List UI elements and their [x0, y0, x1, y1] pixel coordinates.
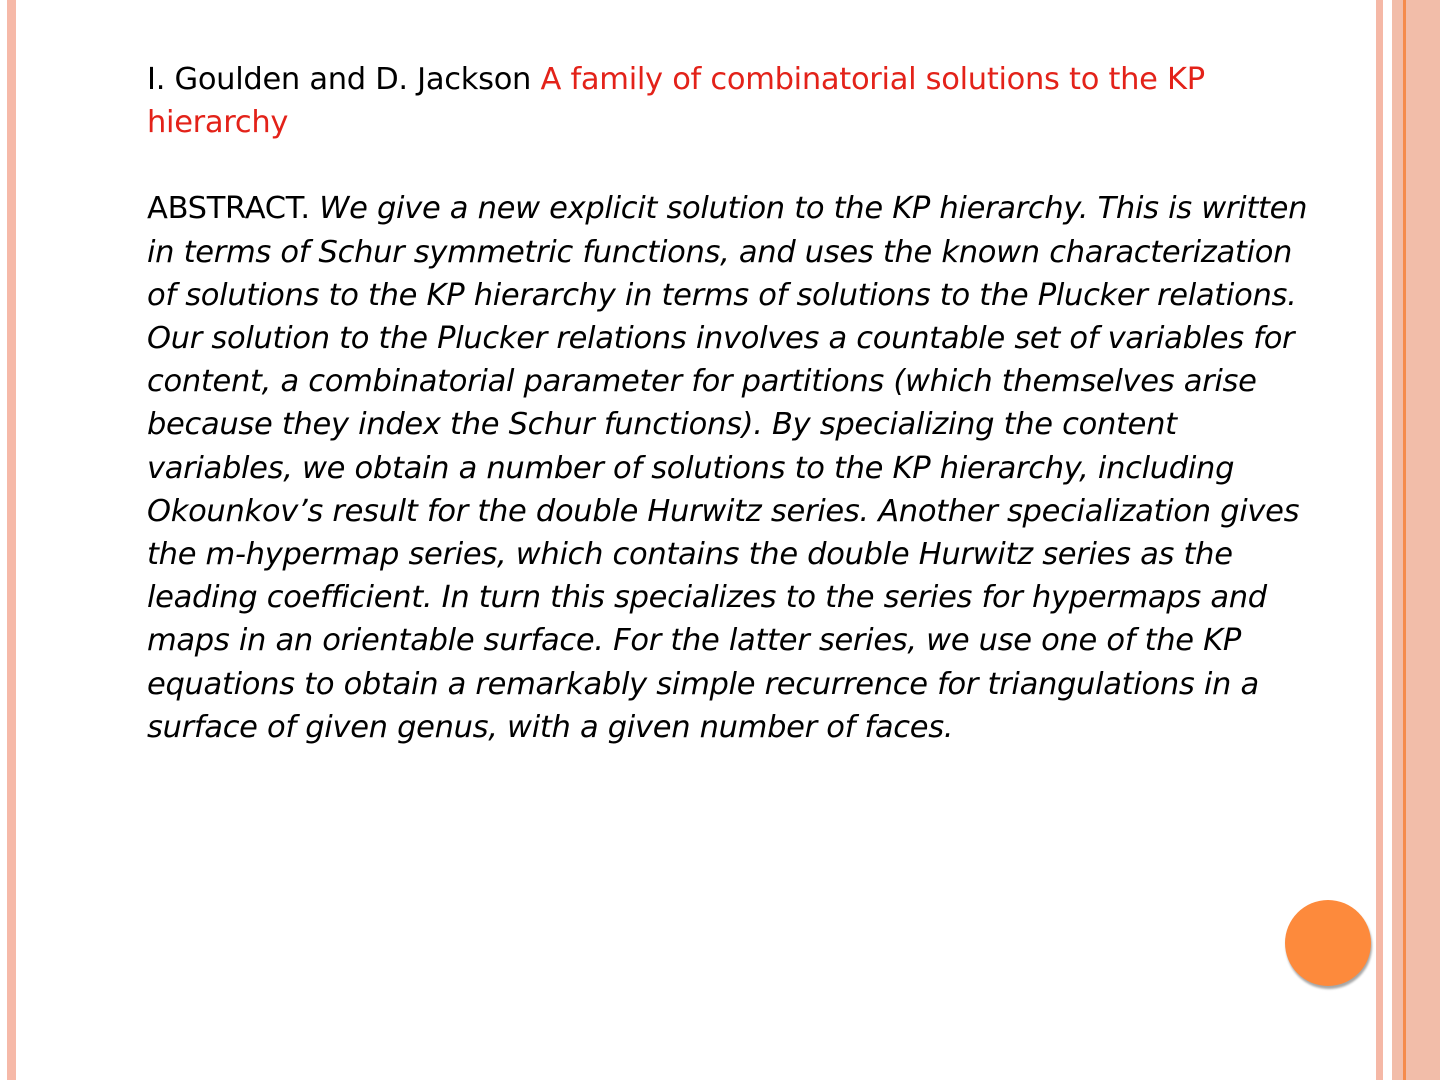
- left-decorative-bar: [7, 0, 16, 1080]
- orange-circle-icon: [1285, 900, 1371, 986]
- citation: [147, 58, 1327, 144]
- right-wide-decorative-bar: [1392, 0, 1440, 1080]
- right-accent-line: [1403, 0, 1406, 1080]
- abstract-body: We give a new explicit solution to the KP hierarchy. This is written in terms of Schur symmetric functions, and uses the known characterization of solutions to the KP hierarchy in terms of solutions to the Plucker relations. Our solution to the Plucker relations involves a countable set of variables for content, a combinatorial parameter for partitions (which themselves arise because they index the Schur functions). By specializing the content variables, we obtain a number of solutions to the KP hierarchy, including Okounkov’s result for the double Hurwitz series. Another specialization gives the m-hypermap series, which contains the double Hurwitz series as the leading coefficient. In turn this specializes to the series for hypermaps and maps in an orientable surface. For the latter series, we use one of the KP equations to obtain a remarkably simple recurrence for triangulations in a surface of given genus, with a given number of faces.: [147, 191, 1308, 745]
- abstract-label: ABSTRACT.: [147, 191, 310, 227]
- paper-title: A family of combinatorial solutions to the KP hierarchy: [147, 62, 1205, 141]
- slide-content: [147, 58, 1327, 749]
- abstract: [147, 187, 1327, 749]
- citation-authors: I. Goulden and D. Jackson: [147, 62, 532, 97]
- right-thin-decorative-bar: [1376, 0, 1383, 1080]
- spacer: [147, 144, 1327, 187]
